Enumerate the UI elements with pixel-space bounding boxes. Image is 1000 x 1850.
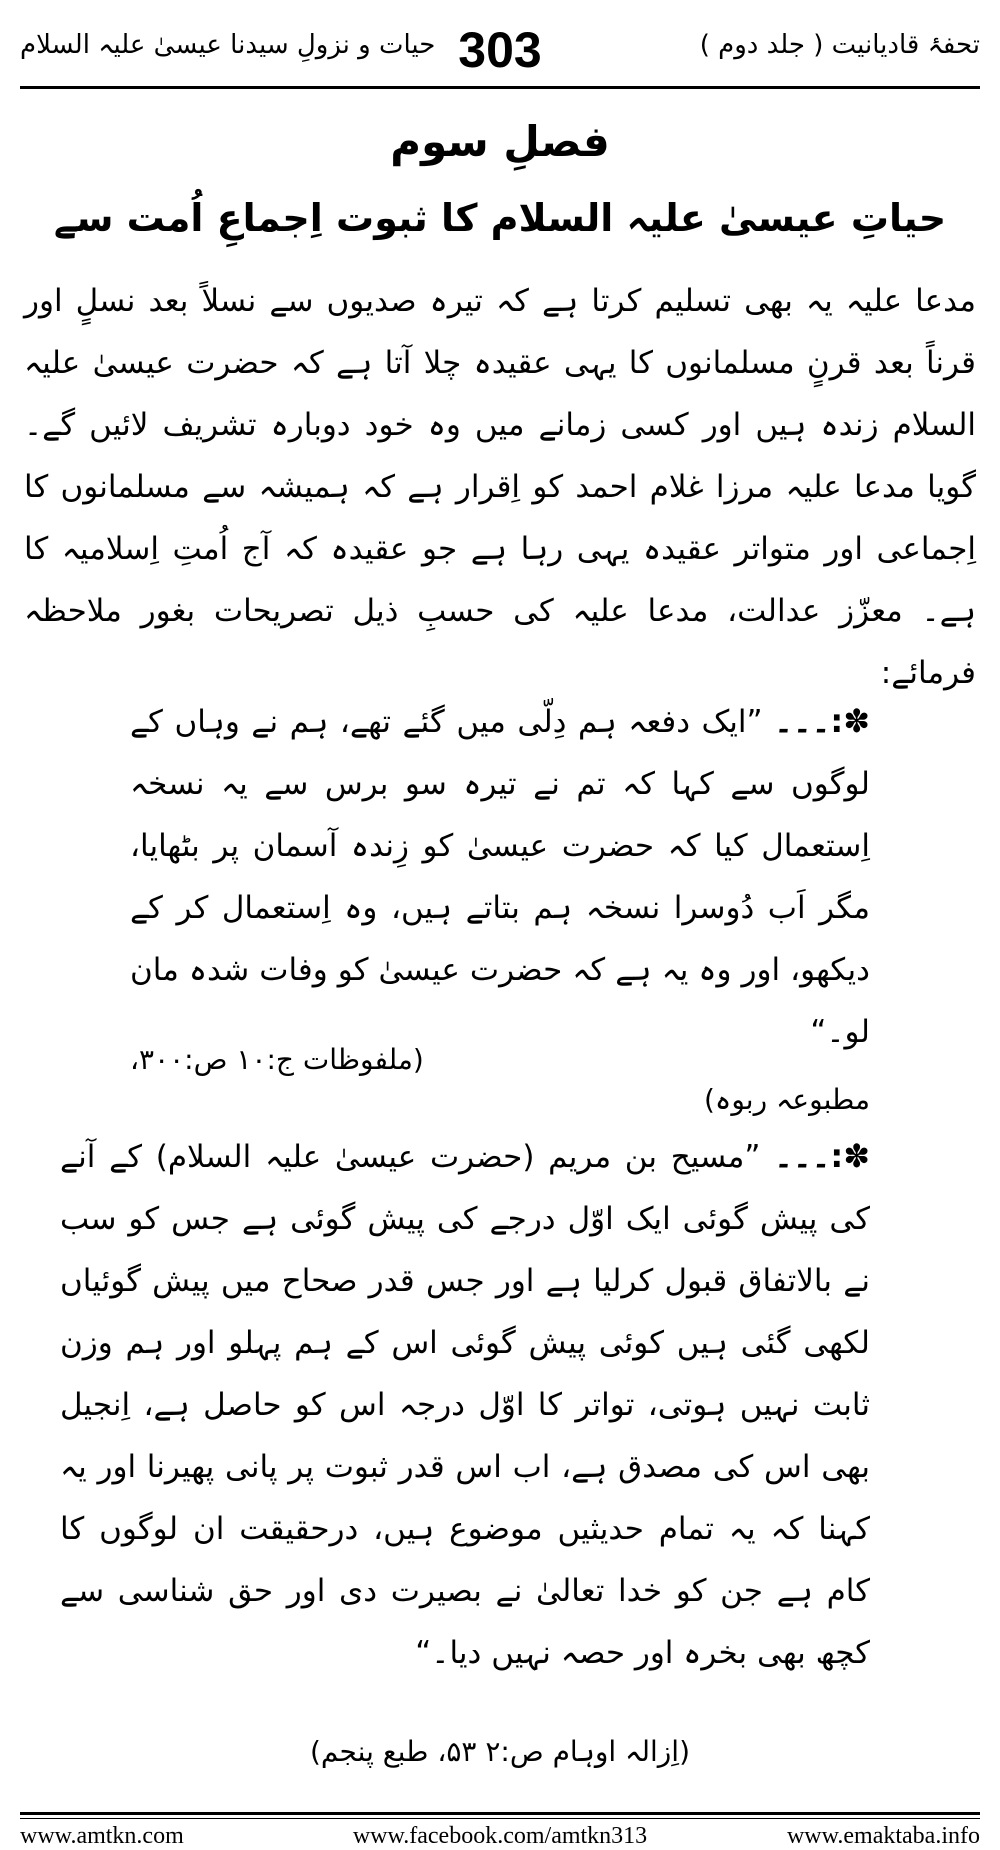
subheading: حیاتِ عیسیٰ علیہ السلام کا ثبوت اِجماعِ اُمت سے xyxy=(53,196,947,240)
quote-1-reference xyxy=(130,1040,870,1120)
book-title: تحفۂ قادیانیت ( جلد دوم ) xyxy=(699,30,980,60)
body-paragraph-text: مدعا علیہ یہ بھی تسلیم کرتا ہے کہ تیرہ صدیوں سے نسلاً بعد نسلٍ اور قرناً بعد قرنٍ مسلمانوں کا یہی عقیدہ چلا آتا ہے کہ حضرت عیسیٰ علیہ السلام زندہ ہیں اور کسی زمانے میں وہ خود دوبارہ تشریف لائیں گے۔ گویا مدعا علیہ مرزا غلام احمد کو اِقرار ہے کہ ہمیشہ سے مسلمانوں کا اِجماعی اور متواتر عقیدہ یہی رہا ہے جو عقیدہ کہ آج اُمتِ اِسلامیہ کا ہے۔ معزّز عدالت، مدعا علیہ کی حسبِ ذیل تصریحات بغور ملاحظہ فرمائے: xyxy=(24,283,976,691)
footer-rule-thin xyxy=(20,1818,980,1819)
quote-1-text-container xyxy=(130,690,870,1063)
section-heading: فصلِ سوم xyxy=(390,117,610,166)
quote-block-1 xyxy=(130,690,870,1063)
quote-block-2 xyxy=(60,1125,870,1684)
quote-2-text: ”مسیح بن مریم (حضرت عیسیٰ علیہ السلام) کے آنے کی پیش گوئی ایک اوّل درجے کی پیش گوئی ہے جس کو سب نے بالاتفاق قبول کرلیا ہے اور جس قدر صحاح میں پیش گوئیاں لکھی گئی ہیں کوئی پیش گوئی اس کے ہم پہلو اور ہم وزن ثابت نہیں ہوتی، تواتر کا اوّل درجہ اس کو حاصل ہے، اِنجیل بھی اس کی مصدق ہے، اب اس قدر ثبوت پر پانی پھیرنا اور یہ کہنا کہ یہ تمام حدیثیں موضوع ہیں، درحقیقت ان لوگوں کا کام ہے جن کو خدا تعالیٰ نے بصیرت دی اور حق شناسی سے کچھ بھی بخرہ اور حصہ نہیں دیا۔“ xyxy=(60,1139,870,1671)
footer-rule-thick xyxy=(20,1812,980,1815)
page-header xyxy=(20,22,980,82)
quote-1-reference-line1: (ملفوظات ج:۱۰ ص:۳۰۰، xyxy=(130,1043,424,1076)
body-paragraph xyxy=(24,270,976,704)
page-number: 303 xyxy=(458,22,542,78)
quote-2-text-container xyxy=(60,1125,870,1684)
quote-2-marker: ✽:۔۔۔ xyxy=(774,1137,870,1175)
quote-1-marker: ✽:۔۔۔ xyxy=(774,702,870,740)
chapter-title: حیات و نزولِ سیدنا عیسیٰ علیہ السلام xyxy=(20,30,436,60)
footer-link-emaktaba[interactable]: www.emaktaba.info xyxy=(786,1823,980,1849)
footer-link-facebook[interactable]: www.facebook.com/amtkn313 xyxy=(352,1823,648,1849)
quote-2-reference: (اِزالہ اوہام ص:۲ ۵۳، طبع پنجم) xyxy=(310,1735,690,1768)
quote-1-reference-line2: مطبوعہ ربوہ) xyxy=(703,1083,870,1116)
header-rule xyxy=(20,86,980,89)
footer-link-amtkn[interactable]: www.amtkn.com xyxy=(20,1823,184,1849)
quote-1-text: ”ایک دفعہ ہم دِلّی میں گئے تھے، ہم نے وہاں کے لوگوں سے کہا کہ تم نے تیرہ سو برس سے یہ نسخہ اِستعمال کیا کہ حضرت عیسیٰ کو زِندہ آسمان پر بٹھایا، مگر اَب دُوسرا نسخہ ہم بتاتے ہیں، وہ اِستعمال کر کے دیکھو، اور وہ یہ ہے کہ حضرت عیسیٰ کو وفات شدہ مان لو۔“ xyxy=(130,704,870,1050)
page-footer xyxy=(20,1822,980,1850)
